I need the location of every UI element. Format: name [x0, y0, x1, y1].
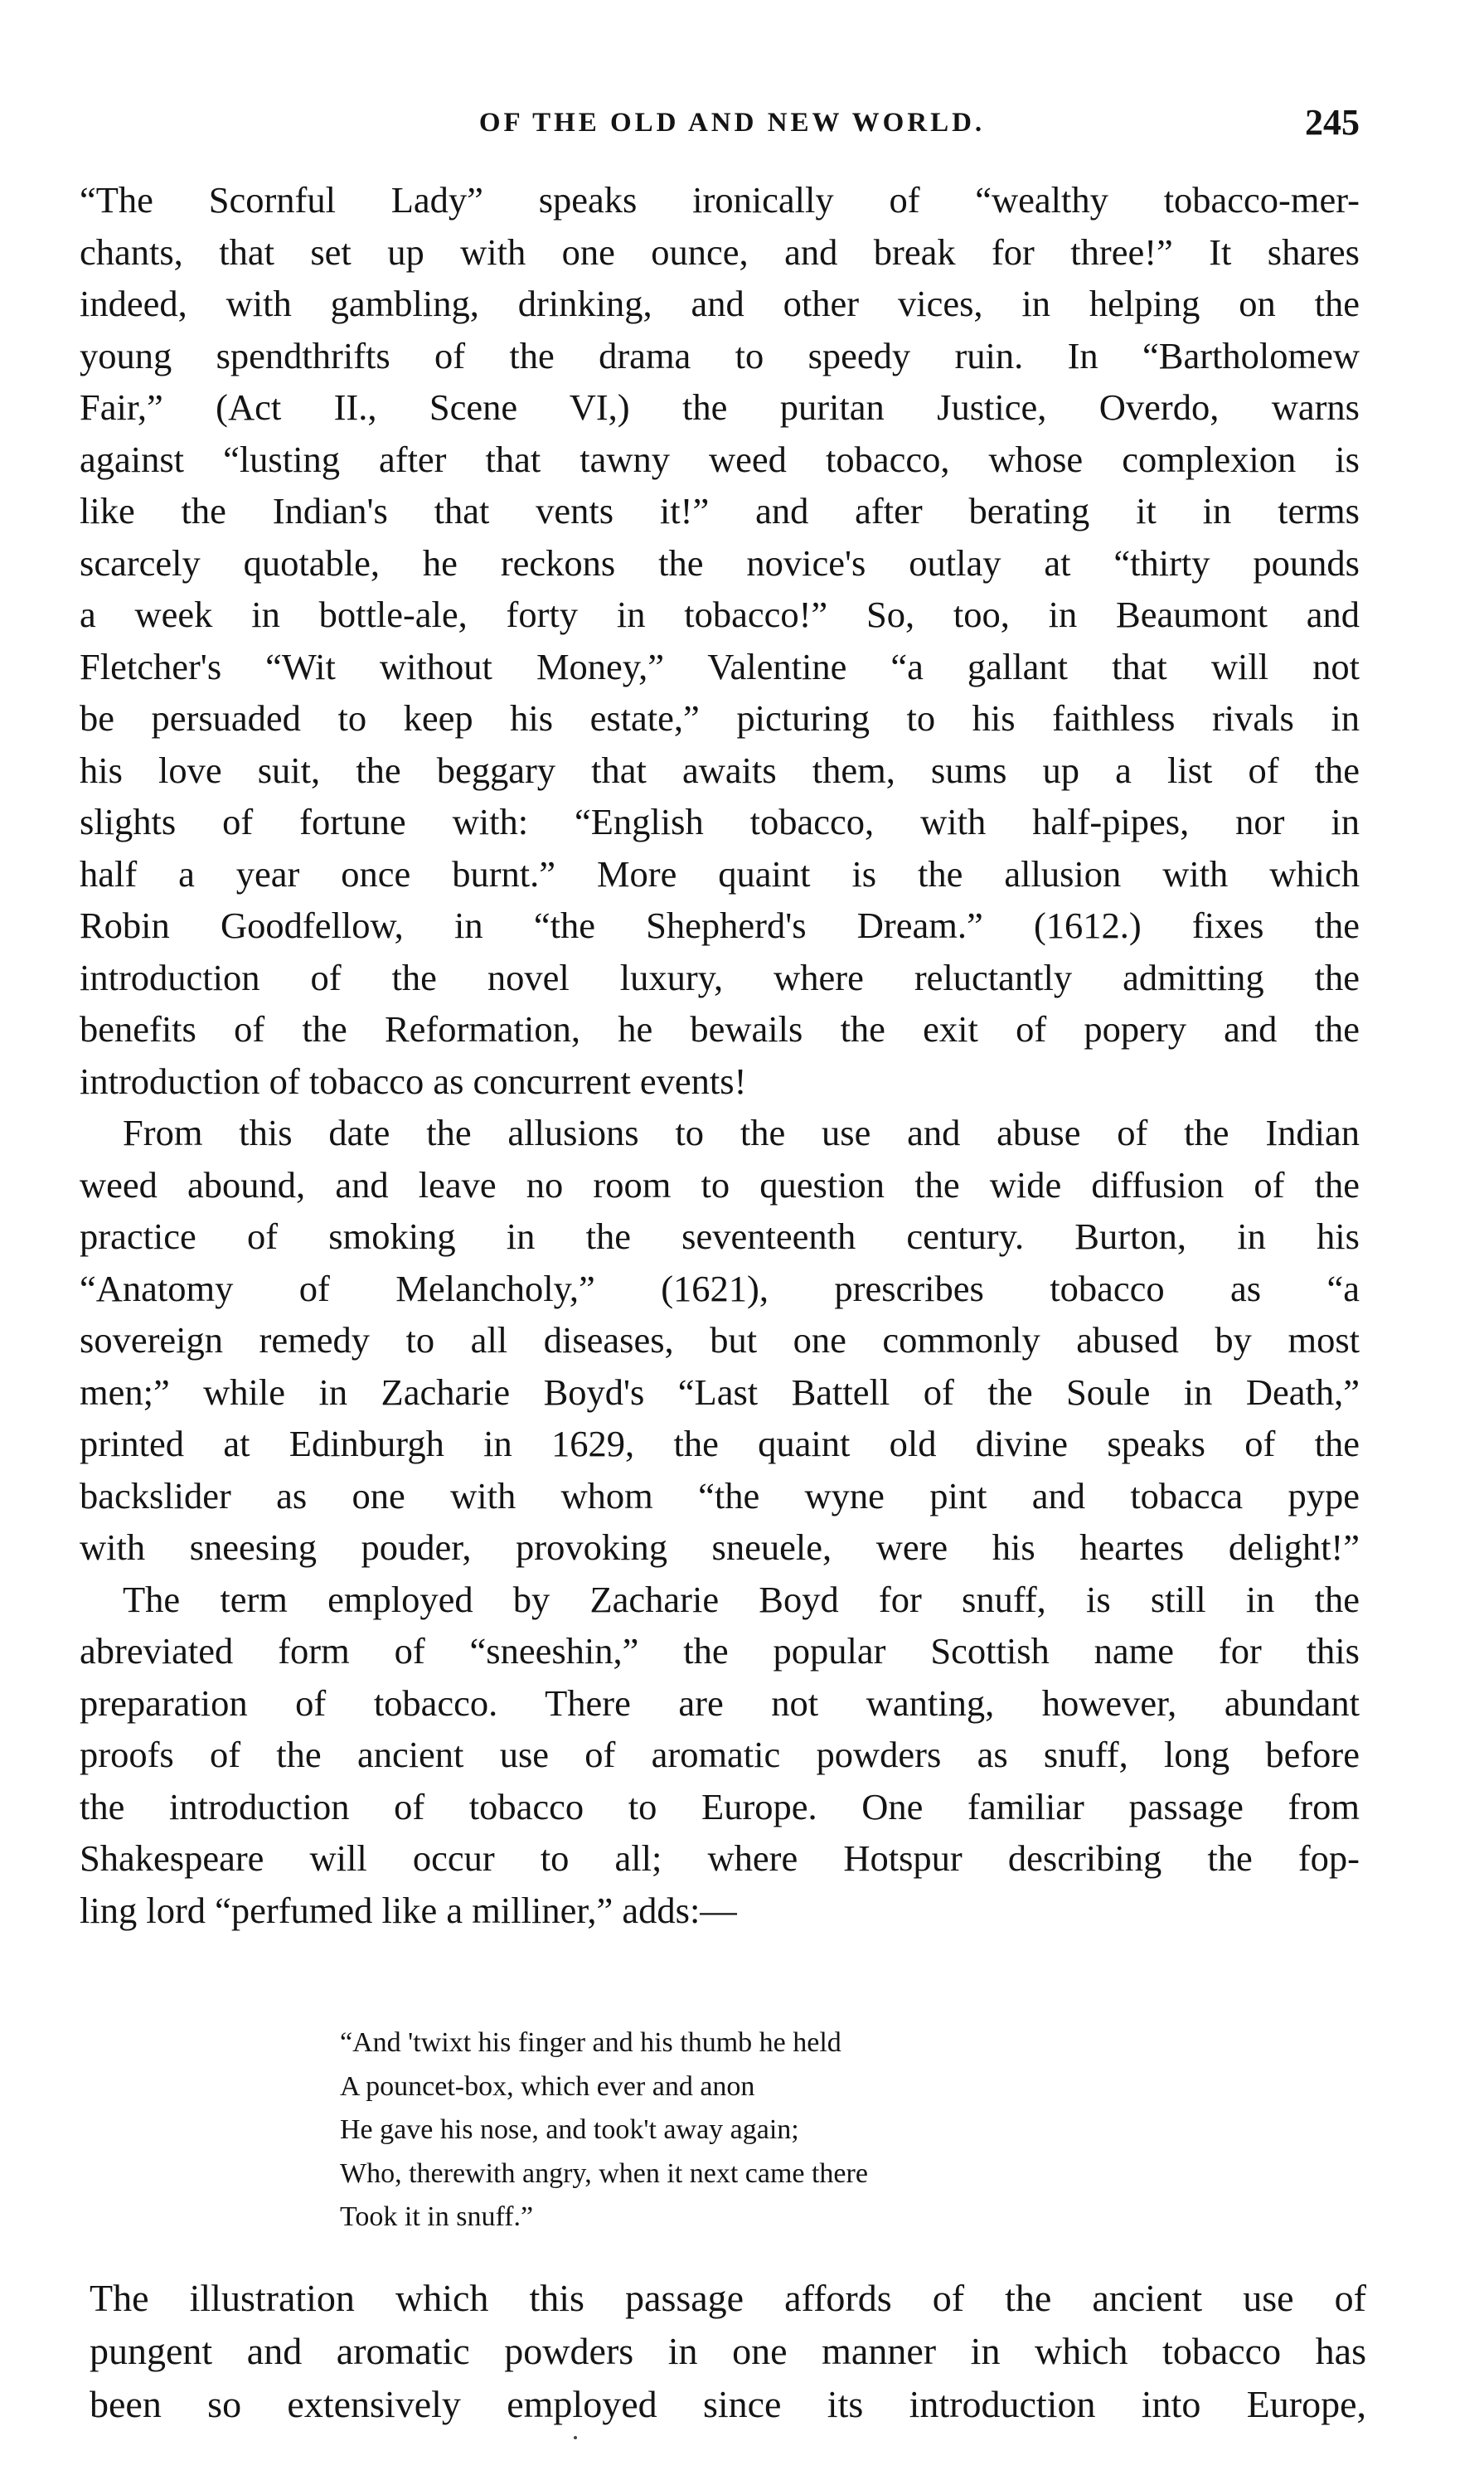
- text-line: chants, that set up with one ounce, and break for three!” It shares: [80, 231, 1360, 273]
- text-line: Fair,” (Act II., Scene VI,) the puritan Justice, Overdo, warns: [80, 386, 1360, 428]
- text-line: backslider as one with whom “the wyne pint and tobacca pype: [80, 1474, 1360, 1516]
- quotation-line: Who, therewith angry, when it next came there: [340, 2157, 868, 2189]
- paragraph: [80, 1574, 1360, 1937]
- quotation-line: “And 'twixt his finger and his thumb he held: [340, 2027, 841, 2058]
- quotation-line: A pouncet-box, which ever and anon: [340, 2070, 755, 2102]
- text-line: printed at Edinburgh in 1629, the quaint old divine speaks of the: [80, 1423, 1360, 1464]
- text-line: sovereign remedy to all diseases, but one commonly abused by most: [80, 1319, 1360, 1361]
- quotation-line: He gave his nose, and took't away again;: [340, 2114, 799, 2145]
- text-line: proofs of the ancient use of aromatic powders as snuff, long before: [80, 1734, 1360, 1775]
- closing-paragraph: [90, 2272, 1366, 2431]
- running-head: [80, 98, 1360, 148]
- text-line: ling lord “perfumed like a milliner,” adds:—: [80, 1889, 737, 1931]
- text-line: abreviated form of “sneeshin,” the popular Scottish name for this: [80, 1630, 1360, 1672]
- text-line: pungent and aromatic powders in one manner in which tobacco has: [90, 2330, 1366, 2372]
- text-line: been so extensively employed since its introduction into Europe,: [90, 2383, 1366, 2425]
- text-line: The term employed by Zacharie Boyd for snuff, is still in the: [123, 1578, 1360, 1620]
- text-line: young spendthrifts of the drama to speedy ruin. In “Bartholomew: [80, 334, 1360, 376]
- text-line: men;” while in Zacharie Boyd's “Last Battell of the Soule in Death,”: [80, 1371, 1360, 1413]
- text-line: Shakespeare will occur to all; where Hotspur describing the fop-: [80, 1837, 1360, 1879]
- text-line: preparation of tobacco. There are not wanting, however, abundant: [80, 1681, 1360, 1724]
- text-line: half a year once burnt.” More quaint is the allusion with which: [80, 852, 1360, 895]
- text-line: introduction of tobacco as concurrent events!: [80, 1060, 747, 1102]
- text-line: From this date the allusions to the use and abuse of the Indian: [123, 1112, 1360, 1153]
- text-line: slights of fortune with: “English tobacco, with half-pipes, nor in: [80, 801, 1360, 842]
- text-line: “Anatomy of Melancholy,” (1621), prescribes tobacco as “a: [80, 1267, 1360, 1309]
- text-line: like the Indian's that vents it!” and after berating it in terms: [80, 490, 1360, 531]
- body-text: [80, 174, 1360, 1936]
- text-line: scarcely quotable, he reckons the novice's outlay at “thirty pounds: [80, 541, 1360, 584]
- page-number: 245: [1305, 102, 1360, 143]
- text-line: Fletcher's “Wit without Money,” Valentine “a gallant that will not: [80, 645, 1360, 687]
- running-title: OF THE OLD AND NEW WORLD.: [478, 108, 986, 138]
- text-line: “The Scornful Lady” speaks ironically of “wealthy tobacco-mer-: [80, 179, 1360, 221]
- text-line: a week in bottle-ale, forty in tobacco!” So, too, in Beaumont and: [80, 594, 1360, 635]
- text-line: his love suit, the beggary that awaits them, sums up a list of the: [80, 749, 1360, 791]
- block-quotation: [340, 2021, 1169, 2239]
- paragraph: [80, 1107, 1360, 1574]
- text-line: against “lusting after that tawny weed tobacco, whose complexion is: [80, 438, 1360, 480]
- text-line: introduction of the novel luxury, where reluctantly admitting the: [80, 956, 1360, 998]
- text-line: practice of smoking in the seventeenth century. Burton, in his: [80, 1216, 1360, 1257]
- ink-speck: [574, 2436, 577, 2439]
- text-line: Robin Goodfellow, in “the Shepherd's Dream.” (1612.) fixes the: [80, 905, 1360, 946]
- text-line: be persuaded to keep his estate,” picturing to his faithless rivals in: [80, 697, 1360, 739]
- text-line: benefits of the Reformation, he bewails the exit of popery and the: [80, 1008, 1360, 1050]
- text-line: with sneesing pouder, provoking sneuele, were his heartes delight!”: [80, 1526, 1360, 1568]
- paragraph: [80, 174, 1360, 1107]
- text-line: the introduction of tobacco to Europe. One familiar passage from: [80, 1785, 1360, 1827]
- quotation-line: Took it in snuff.”: [340, 2201, 534, 2232]
- text-line: indeed, with gambling, drinking, and other vices, in helping on the: [80, 283, 1360, 324]
- text-line: The illustration which this passage affords of the ancient use of: [90, 2277, 1366, 2319]
- text-line: weed abound, and leave no room to question the wide diffusion of the: [80, 1163, 1360, 1206]
